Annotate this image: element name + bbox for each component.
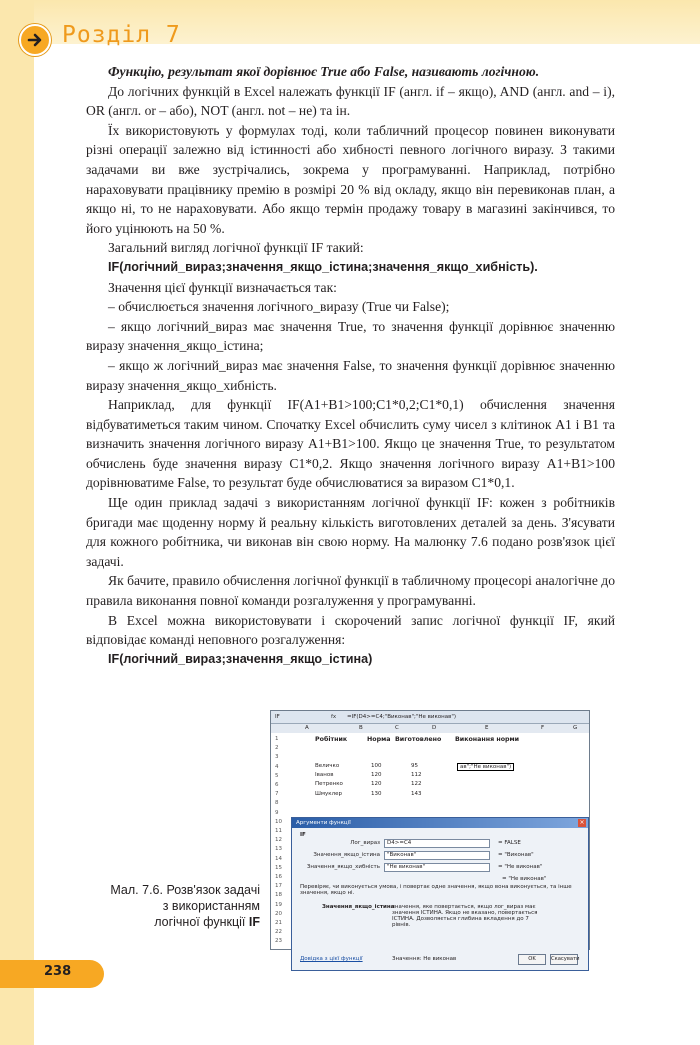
row-number[interactable]: 21 — [275, 920, 282, 926]
list-item: – обчислюється значення логічного_виразу (True чи False); — [108, 299, 450, 315]
column-header[interactable]: A — [305, 725, 309, 731]
table-cell[interactable]: 120 — [371, 781, 382, 788]
body-text — [86, 62, 615, 669]
arg-label: Лог_вираз — [350, 840, 380, 846]
formula-bar — [271, 711, 589, 724]
column-header[interactable]: D — [432, 725, 437, 731]
syntax-line: IF(логічний_вираз;значення_якщо_істина;значення_якщо_хибність). — [108, 259, 538, 274]
arg-value: D4>=C4 — [387, 840, 412, 846]
value-label: Значення: Не виконав — [392, 956, 457, 962]
paragraph: Загальний вигляд логічної функції IF такий: — [108, 240, 364, 256]
table-cell[interactable]: 95 — [411, 763, 418, 769]
cancel-button[interactable]: Скасувати — [550, 954, 578, 965]
help-link[interactable]: Довідка з цієї функції — [300, 956, 363, 962]
worksheet[interactable] — [271, 733, 589, 962]
caption-text: логічної функції — [154, 915, 246, 929]
paragraph: Як бачите, правило обчислення логічної функції в табличному процесорі аналогічне до правила виконання повної команди розгалуження у програмуванні. — [86, 573, 615, 609]
arg-label: Значення_якщо_хибність — [306, 864, 380, 870]
definition-paragraph: Функцію, результат якої дорівнює True або False, називають логічною. — [108, 64, 540, 79]
row-number[interactable]: 9 — [275, 809, 279, 816]
arg-input[interactable] — [384, 863, 490, 872]
paragraph: Ще один приклад задачі з використанням логічної функції IF: кожен з робітників бригади має щоденну норму й реальну кількість виготовлених деталей за день. З'ясувати для кожного робітника, чи виконав він свою норму. На малюнку 7.6 подано розв'язок цієї задачі. — [86, 495, 615, 569]
row-number[interactable]: 8 — [275, 800, 279, 807]
row-number[interactable]: 1 — [275, 736, 279, 742]
row-number[interactable]: 20 — [275, 910, 282, 917]
row-number[interactable]: 12 — [275, 837, 282, 844]
row-number[interactable]: 6 — [275, 782, 279, 788]
row-number[interactable]: 16 — [275, 874, 282, 880]
table-cell[interactable]: ав";"Не виконав") — [457, 763, 514, 771]
arg-input[interactable] — [384, 851, 490, 860]
column-header[interactable]: B — [359, 725, 363, 731]
table-header[interactable]: Норма — [367, 736, 391, 743]
arg-help: значення, яке повертається, якщо лог_вираз має значення ІСТИНА. Якщо не вказано, повертається ІСТИНА. Дозволяється глибина вкладення до 7 рівнів. — [392, 904, 538, 928]
caption-line — [40, 914, 260, 930]
row-number[interactable]: 18 — [275, 892, 282, 899]
function-name: IF — [300, 832, 306, 838]
table-cell[interactable]: 100 — [371, 763, 382, 769]
excel-screenshot — [270, 710, 590, 962]
margin-strip — [0, 0, 34, 1045]
row-number[interactable]: 13 — [275, 846, 282, 853]
row-number[interactable]: 15 — [275, 864, 282, 871]
column-header[interactable]: C — [395, 725, 399, 731]
arg-result: = "Не виконав" — [498, 864, 543, 870]
table-cell[interactable]: 122 — [411, 781, 422, 788]
column-header[interactable]: F — [541, 725, 545, 731]
table-cell[interactable]: 143 — [411, 790, 422, 797]
row-number[interactable]: 17 — [275, 883, 282, 890]
paragraph: До логічних функцій в Excel належать функції IF (англ. if – якщо), AND (англ. and – і), OR (англ. or – або), NOT (англ. not – не) та ін. — [86, 83, 615, 119]
function-arguments-dialog — [291, 817, 589, 971]
table-cell[interactable]: Петренко — [315, 781, 343, 788]
paragraph: Значення цієї функції визначається так: — [108, 279, 337, 295]
row-number[interactable]: 14 — [275, 855, 282, 862]
table-header[interactable]: Виконання норми — [455, 736, 520, 743]
row-number[interactable]: 2 — [275, 745, 279, 752]
column-header[interactable]: E — [485, 725, 489, 731]
arg-name: Значення_якщо_істина — [322, 904, 395, 910]
arrow-right-icon — [19, 24, 51, 56]
arg-input[interactable] — [384, 839, 490, 848]
row-number[interactable]: 19 — [275, 901, 282, 908]
ok-button[interactable]: OK — [518, 954, 546, 965]
table-cell[interactable]: 112 — [411, 772, 422, 779]
paragraph: Їх використовують у формулах тоді, коли табличний процесор повинен виконувати різні операції залежно від істинності або хибності певного логічного виразу. З такими задачами ви вже зустрічались, зокрема у програмуванні. Наприклад, потрібно нараховувати працівнику премію в розмірі 20 % від окладу, якщо він перевиконав план, а якщо ні, то не нараховувати. Або якщо термін продажу товару в магазині закінчився, то його уцінюють на 50 %. — [86, 122, 615, 236]
table-cell[interactable]: Величко — [315, 763, 340, 769]
list-item: – якщо логічний_вираз має значення True, то значення функції дорівнює значенню виразу значення_якщо_істина; — [86, 318, 615, 354]
syntax-line: IF(логічний_вираз;значення_якщо_істина) — [108, 651, 373, 666]
total-result: = "Не виконав" — [502, 876, 547, 882]
row-number[interactable]: 22 — [275, 929, 282, 936]
table-cell[interactable]: Шмуклер — [315, 790, 342, 797]
row-number[interactable]: 11 — [275, 828, 282, 834]
caption-line: Мал. 7.6. Розв'язок задачі — [110, 883, 260, 897]
column-header[interactable]: G — [573, 725, 578, 731]
row-number[interactable]: 23 — [275, 938, 282, 945]
table-header[interactable]: Виготовлено — [395, 736, 442, 743]
table-cell[interactable]: 130 — [371, 790, 382, 797]
function-description: Перевіряє, чи виконується умова, і повертає одне значення, якщо вона виконується, та інше значення, якщо ні. — [300, 884, 572, 896]
dialog-title: Аргументи функції — [292, 818, 588, 828]
chapter-title: Розділ 7 — [62, 22, 181, 48]
arg-result: = FALSE — [498, 840, 521, 846]
formula-text[interactable]: =IF(D4>=C4;"Виконав";"Не виконав") — [347, 714, 457, 720]
row-number[interactable]: 3 — [275, 754, 279, 761]
column-headers — [271, 724, 589, 733]
table-cell[interactable]: 120 — [371, 772, 382, 779]
arg-label: Значення_якщо_істина — [313, 852, 380, 858]
page-number: 238 — [44, 964, 72, 979]
arg-value: "Не виконав" — [387, 864, 426, 870]
row-number[interactable]: 5 — [275, 772, 279, 779]
arg-value: "Виконав" — [387, 852, 417, 858]
paragraph: Наприклад, для функції IF(A1+B1>100;C1*0,2;C1*0,1) обчислення значення відбуватиметься таким чином. Спочатку Excel обчислить суму чисел з клітинок A1 і B1 та визначить значення логічного виразу A1+B1>100. Якщо це значення True, то результатом обчислень буде значення виразу C1*0,2. Якщо значення логічного виразу A1+B1>100 дорівнюватиме False, то результат буде обчислюватися за виразом C1*0,1. — [86, 397, 615, 491]
paragraph: В Excel можна використовувати і скорочений запис логічної функції IF, який відповідає команді неповного розгалуження: — [86, 612, 615, 648]
close-icon[interactable]: × — [579, 819, 585, 826]
row-number[interactable]: 4 — [275, 763, 279, 770]
fx-icon[interactable]: fx — [331, 714, 337, 720]
caption-line: з використанням — [162, 899, 260, 913]
caption-function: IF — [248, 915, 260, 929]
list-item: – якщо ж логічний_вираз має значення False, то значення функції дорівнює значенню виразу значення_якщо_хибність. — [86, 357, 615, 393]
figure-caption — [40, 882, 260, 930]
name-box[interactable]: IF — [275, 714, 280, 720]
arg-result: = "Виконав" — [498, 852, 534, 858]
row-number[interactable]: 10 — [275, 818, 282, 825]
row-number[interactable]: 7 — [275, 791, 279, 798]
table-header[interactable]: Робітник — [315, 736, 348, 743]
table-cell[interactable]: Іванов — [315, 772, 334, 779]
